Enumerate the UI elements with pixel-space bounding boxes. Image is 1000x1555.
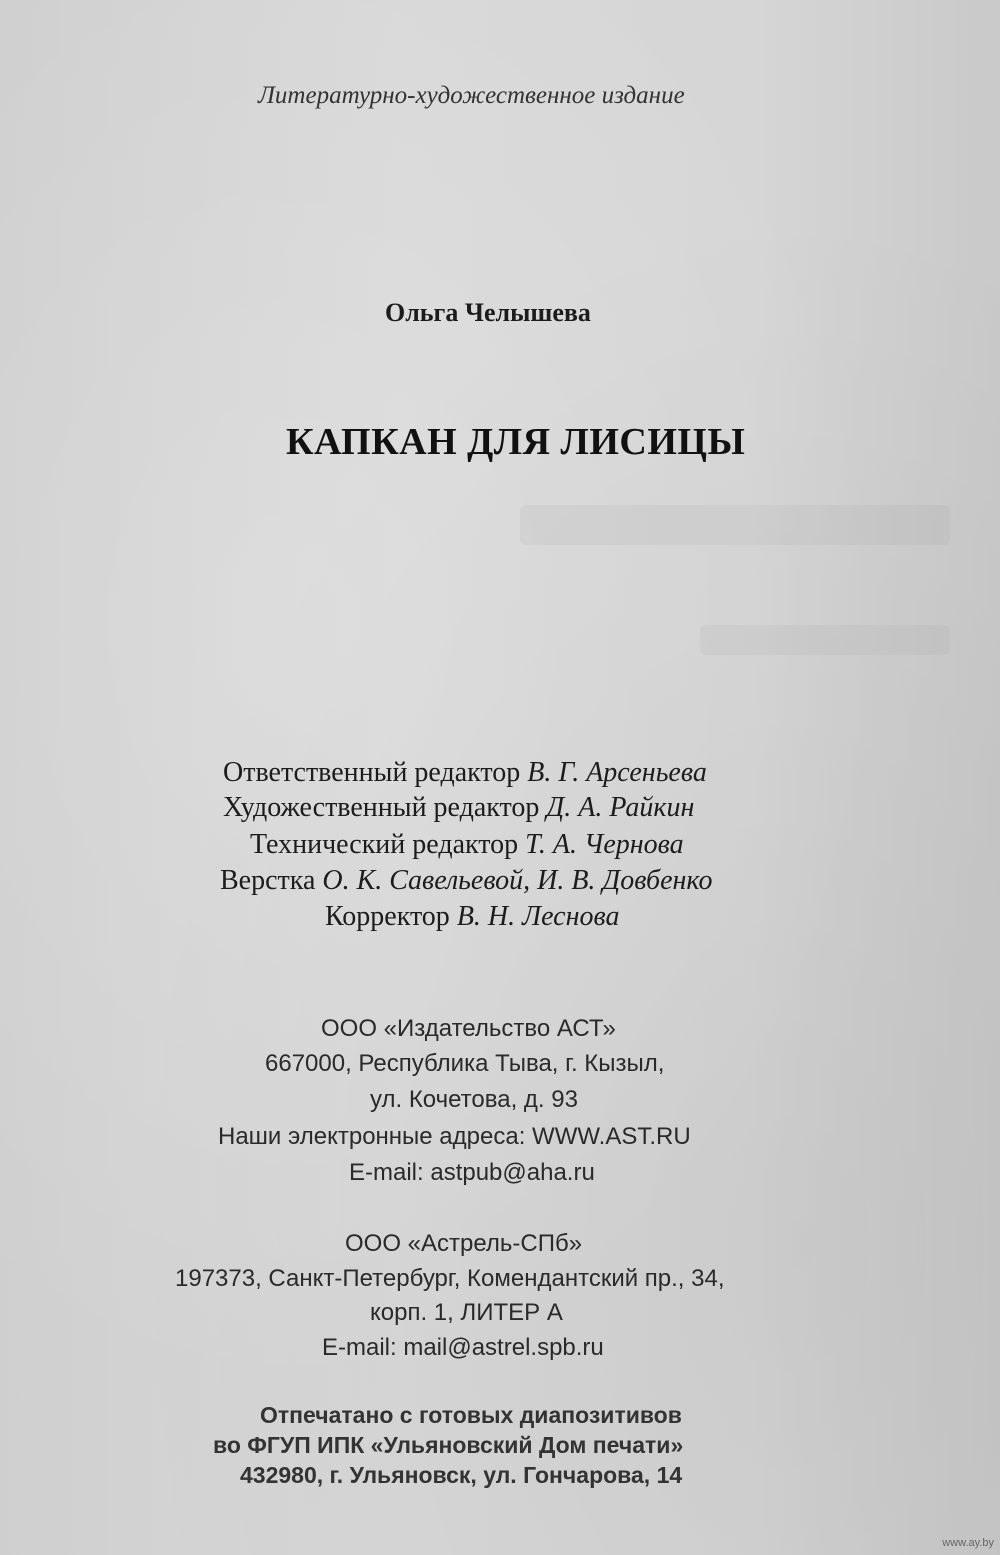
credit-line <box>250 829 684 861</box>
printer-line: Отпечатано с готовых диапозитивов <box>260 1402 682 1428</box>
publisher-email: E-mail: astpub@aha.ru <box>349 1159 595 1186</box>
credit-role: Ответственный редактор <box>223 757 521 788</box>
publisher-name: ООО «Астрель-СПб» <box>345 1230 583 1257</box>
credit-line <box>325 901 619 933</box>
publisher-address: 667000, Республика Тыва, г. Кызыл, <box>265 1050 665 1077</box>
show-through-shadow <box>520 505 950 545</box>
publisher-address: ул. Кочетова, д. 93 <box>370 1086 578 1113</box>
credit-line <box>220 865 712 897</box>
author-name: Ольга Челышева <box>385 298 591 327</box>
publisher-email: E-mail: mail@astrel.spb.ru <box>322 1334 604 1361</box>
printer-line: 432980, г. Ульяновск, ул. Гончарова, 14 <box>240 1462 683 1488</box>
watermark: www.ay.by <box>942 1537 994 1549</box>
credit-person: В. Г. Арсеньева <box>527 757 707 788</box>
credit-role: Технический редактор <box>250 829 519 860</box>
credit-line <box>223 792 694 824</box>
book-title: КАПКАН ДЛЯ ЛИСИЦЫ <box>286 421 746 463</box>
publisher-address: 197373, Санкт-Петербург, Комендантский пр., 34, <box>175 1265 725 1292</box>
credit-role: Верстка <box>220 865 316 896</box>
edition-type: Литературно-художественное издание <box>258 82 685 109</box>
show-through-shadow <box>700 625 950 655</box>
credit-person: О. К. Савельевой, И. В. Довбенко <box>322 865 713 896</box>
credit-role: Художественный редактор <box>223 792 540 823</box>
credit-person: Д. А. Райкин <box>546 792 695 823</box>
credit-line <box>223 757 707 789</box>
credit-person: Т. А. Чернова <box>525 829 684 860</box>
credit-person: В. Н. Леснова <box>456 901 620 932</box>
publisher-name: ООО «Издательство АСТ» <box>321 1015 616 1042</box>
publisher-address: корп. 1, ЛИТЕР А <box>370 1299 563 1326</box>
printer-line: во ФГУП ИПК «Ульяновский Дом печати» <box>213 1432 684 1458</box>
credit-role: Корректор <box>325 901 450 932</box>
publisher-web: Наши электронные адреса: WWW.AST.RU <box>218 1123 691 1150</box>
